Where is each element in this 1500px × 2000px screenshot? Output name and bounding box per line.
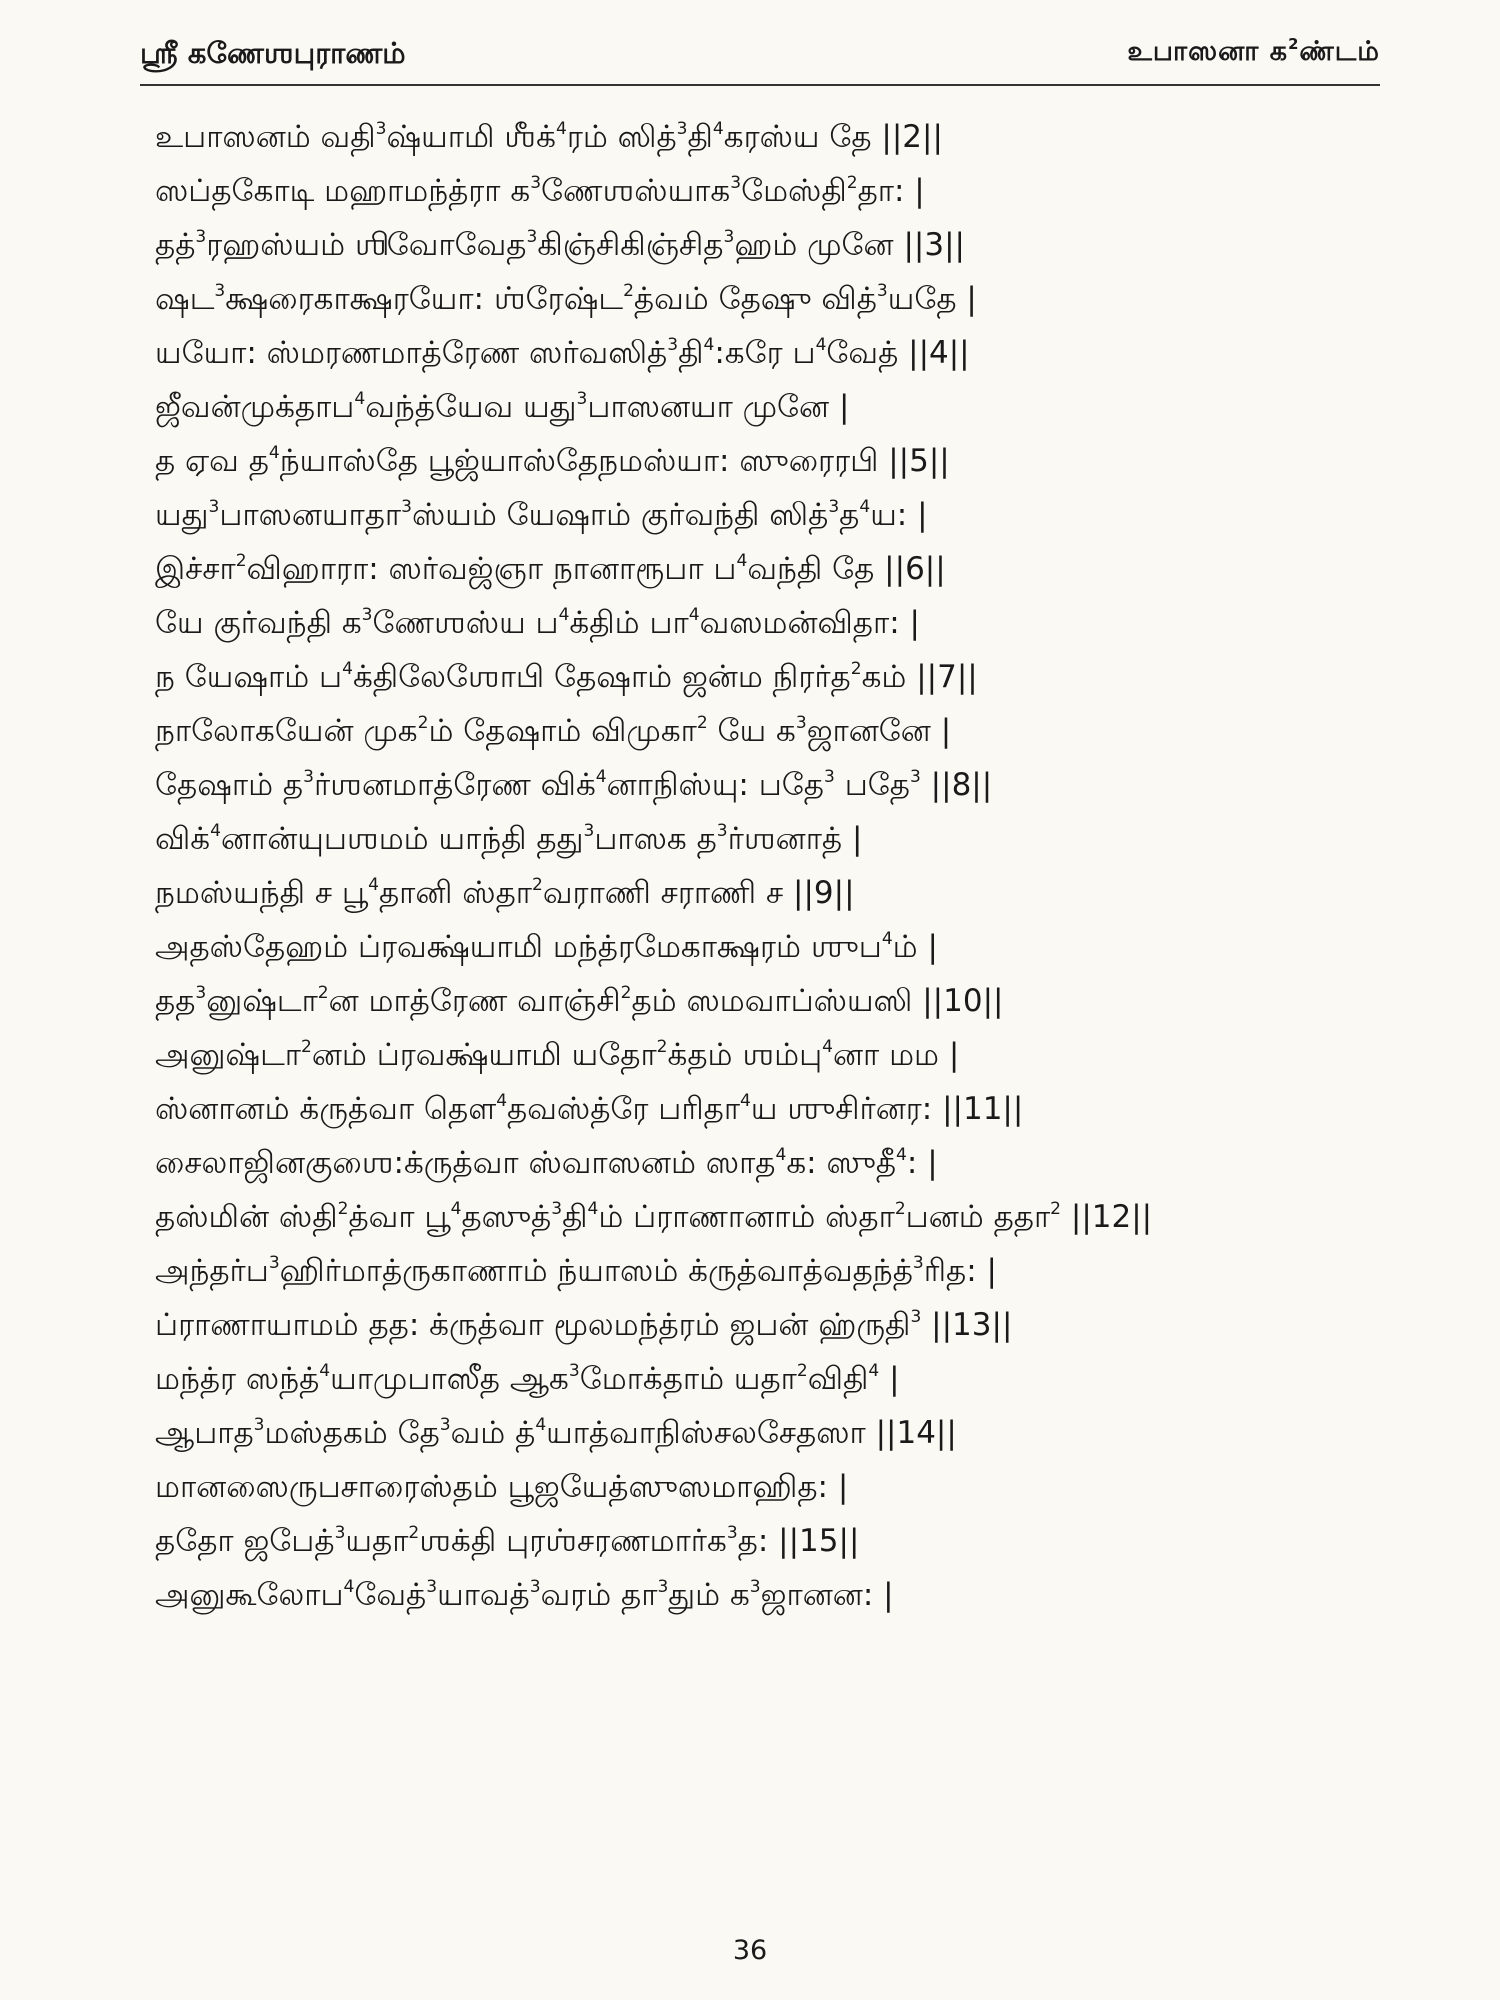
verse-line: நமஸ்யந்தி ச பூ$^4$தானி ஸ்தா$^2$வராணி சராணி ச ||9|| <box>155 875 855 911</box>
header-divider <box>140 84 1380 86</box>
verse-line: ஜீவன்முக்தாப$^4$வந்த்யேவ யது$^3$பாஸனயா முனே | <box>155 389 850 425</box>
verse-line: மந்த்ர ஸந்த்$^4$யாமுபாஸீத ஆக$^3$மோக்தாம் யதா$^2$விதி$^4$ | <box>155 1361 900 1397</box>
running-header <box>140 30 1380 82</box>
verse-line: ஸப்தகோடி மஹாமந்த்ரா க$^3$ணேஶஸ்யாக$^3$மேஸ்தி$^2$தா: | <box>155 173 925 209</box>
verse-line: அந்தர்ப$^3$ஹிர்மாத்ருகாணாம் ந்யாஸம் க்ருத்வாத்வதந்த்$^3$ரித: | <box>155 1253 997 1289</box>
verse-block <box>155 110 1355 1622</box>
section-title: உபாஸனா க$^2$ண்டம் <box>1127 34 1380 67</box>
verse-line: விக்$^4$னான்யுபஶமம் யாந்தி தது$^3$பாஸக த$^3$ர்ஶனாத் | <box>155 821 863 857</box>
verse-line: தஸ்மின் ஸ்தி$^2$த்வா பூ$^4$தஸுத்$^3$தி$^4$ம் ப்ராணானாம் ஸ்தா$^2$பனம் ததா$^2$ ||12|| <box>155 1199 1153 1235</box>
verse-line: ஷட$^3$க்ஷரைகாக்ஷரயோ: ஶ்ரேஷ்ட$^2$த்வம் தேஷு வித்$^3$யதே | <box>155 281 977 317</box>
verse-line: த ஏவ த$^4$ந்யாஸ்தே பூஜ்யாஸ்தேநமஸ்யா: ஸுரைரபி ||5|| <box>155 443 950 479</box>
verse-line: தத$^3$னுஷ்டா$^2$ன மாத்ரேண வாஞ்சி$^2$தம் ஸமவாப்ஸ்யஸி ||10|| <box>155 983 1004 1019</box>
verse-line: ந யேஷாம் ப$^4$க்திலேஶோபி தேஷாம் ஜன்ம நிரர்த$^2$கம் ||7|| <box>155 659 978 695</box>
verse-line: இச்சா$^2$விஹாரா: ஸர்வஜ்ஞா நானாரூபா ப$^4$வந்தி தே ||6|| <box>155 551 946 587</box>
verse-line: யயோ: ஸ்மரணமாத்ரேண ஸர்வஸித்$^3$தி$^4$:கரே ப$^4$வேத் ||4|| <box>155 335 970 371</box>
verse-line: ப்ராணாயாமம் தத: க்ருத்வா மூலமந்த்ரம் ஜபன் ஹ்ருதி$^3$ ||13|| <box>155 1307 1013 1343</box>
verse-line: ததோ ஜபேத்$^3$யதா$^2$ஶக்தி புரஶ்சரணமார்க$^3$த: ||15|| <box>155 1523 860 1559</box>
page-number: 36 <box>732 1935 768 1966</box>
verse-line: நாலோகயேன் முக$^2$ம் தேஷாம் விமுகா$^2$ யே க$^3$ஜானனே | <box>155 713 952 749</box>
verse-line: அனுகூலோப$^4$வேத்$^3$யாவத்$^3$வரம் தா$^3$தும் க$^3$ஜானன: | <box>155 1577 894 1613</box>
verse-line: உபாஸனம் வதி$^3$ஷ்யாமி ஶீக்$^4$ரம் ஸித்$^3$தி$^4$கரஸ்ய தே ||2|| <box>155 119 943 155</box>
verse-line: ஸ்னானம் க்ருத்வா தௌ$^4$தவஸ்த்ரே பரிதா$^4$ய ஶுசிர்னர: ||11|| <box>155 1091 1024 1127</box>
verse-line: ஆபாத$^3$மஸ்தகம் தே$^3$வம் த்$^4$யாத்வாநிஸ்சலசேதஸா ||14|| <box>155 1415 957 1451</box>
verse-line: யது$^3$பாஸனயாதா$^3$ஸ்யம் யேஷாம் குர்வந்தி ஸித்$^3$த$^4$ய: | <box>155 497 928 533</box>
verse-line: தேஷாம் த$^3$ர்ஶனமாத்ரேண விக்$^4$னாநிஸ்யு: பதே$^3$ பதே$^3$ ||8|| <box>155 767 993 803</box>
verse-line: யே குர்வந்தி க$^3$ணேஶஸ்ய ப$^4$க்திம் பா$^4$வஸமன்விதா: | <box>155 605 920 641</box>
verse-line: அதஸ்தேஹம் ப்ரவக்ஷ்யாமி மந்த்ரமேகாக்ஷரம் ஶுப$^4$ம் | <box>155 929 938 965</box>
book-title: ஸ்ரீ கணேஶபுராணம் <box>140 36 406 70</box>
verse-line: தத்$^3$ரஹஸ்யம் ஶிவோவேத$^3$கிஞ்சிகிஞ்சித$^3$ஹம் முனே ||3|| <box>155 227 965 263</box>
verse-line: மானஸைருபசாரைஸ்தம் பூஜயேத்ஸுஸமாஹித: | <box>155 1469 849 1505</box>
verse-line: அனுஷ்டா$^2$னம் ப்ரவக்ஷ்யாமி யதோ$^2$க்தம் ஶம்பு$^4$னா மம | <box>155 1037 960 1073</box>
verse-line: சைலாஜினகுஶை:க்ருத்வா ஸ்வாஸனம் ஸாத$^4$க: ஸுதீ$^4$: | <box>155 1145 938 1181</box>
